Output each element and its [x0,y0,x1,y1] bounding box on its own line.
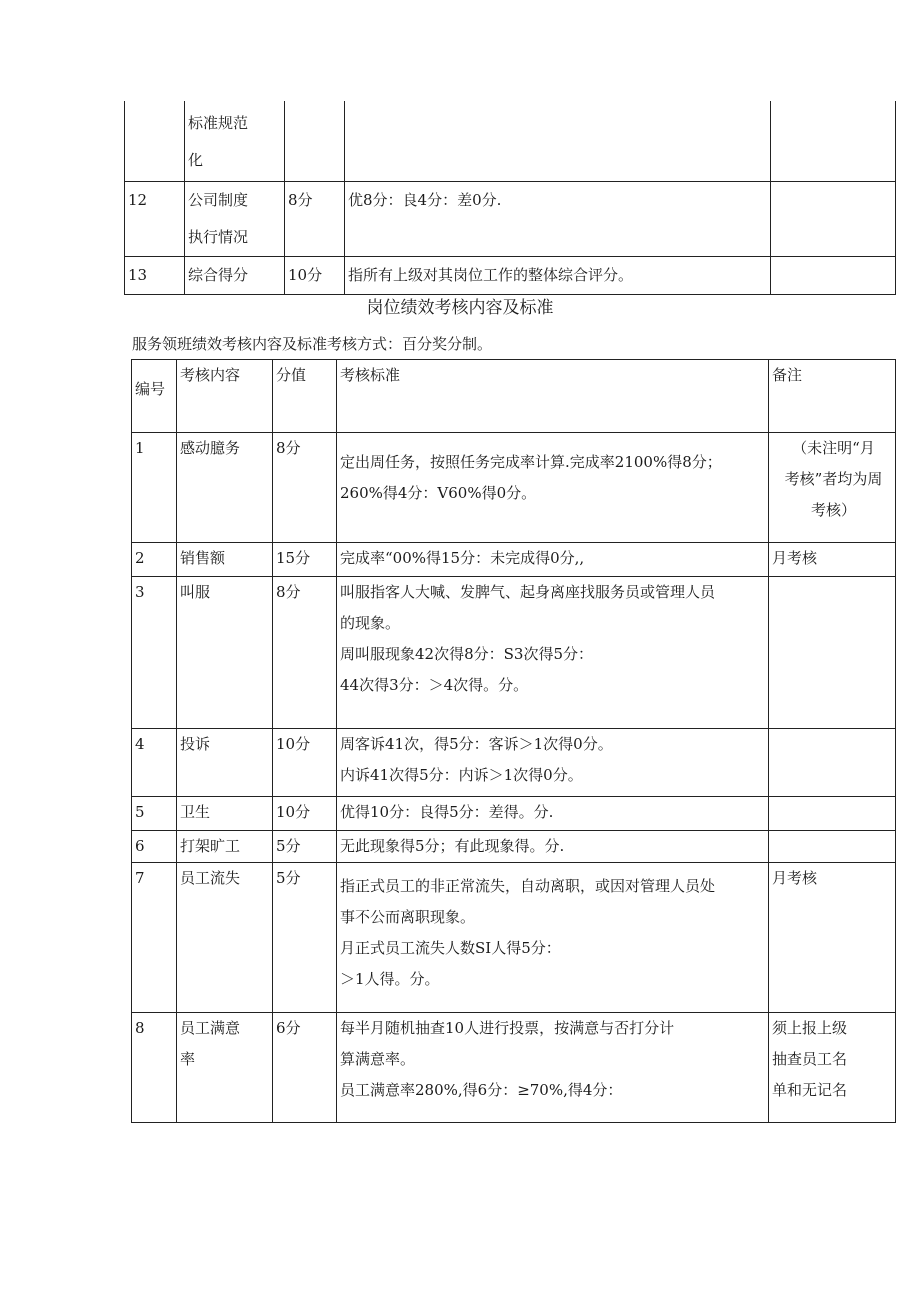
table-row [132,863,896,1013]
row-remark [769,543,896,577]
row-number: 7 [132,863,177,1013]
row-item-line: 叫服 [180,583,211,601]
table-row [132,729,896,797]
row-remark [769,729,896,797]
row-remark-line: 月考核 [772,869,818,887]
row-item-line: 投诉 [180,735,211,753]
row-number: 12 [125,181,185,256]
row-standard-line: 算满意率。 [340,1050,416,1068]
row-score: 5分 [273,863,337,1013]
table-row [132,577,896,729]
header-row [132,360,896,433]
row-number: 13 [125,256,185,294]
row-score: 5分 [273,831,337,863]
row-item [177,863,273,1013]
row-item-line: 化 [188,151,204,169]
row-standard-line: 指正式员工的非正常流失，自动离职，或因对管理人员处 [340,877,716,895]
row-remark-line: 单和无记名 [772,1081,848,1099]
row-item-line: 打架旷工 [180,837,241,855]
row-item [185,256,285,294]
row-score: 10分 [285,256,345,294]
row-item-line: 感动臆务 [180,439,241,457]
row-standard [345,101,771,181]
row-item-line: 公司制度 [188,190,249,209]
row-standard-line: 的现象。 [340,614,401,632]
table-row [132,797,896,831]
row-remark-line: 抽查员工名 [772,1050,848,1068]
row-remark [769,831,896,863]
row-remark-line: 月考核 [772,549,818,567]
row-remark [769,863,896,1013]
row-item [177,543,273,577]
row-standard-line: 每半月随机抽查10人进行投票，按满意与否打分计 [340,1019,675,1037]
row-score: 10分 [273,729,337,797]
row-standard-line: 优8分：良4分：差0分. [348,190,502,209]
row-number [125,101,185,181]
page-title: 岗位绩效考核内容及标准 [366,298,554,318]
row-remark [771,256,896,294]
row-remark-line: 考核） [810,501,856,519]
row-item [177,831,273,863]
row-item [177,729,273,797]
row-item [185,101,285,181]
header-no: 编号 [132,360,177,433]
row-standard-line: 事不公而离职现象。 [340,908,476,926]
row-remark [769,577,896,729]
row-standard-line: 优得10分：良得5分：差得。分. [340,803,554,821]
row-standard-line: 完成率“00%得15分：未完成得0分,, [340,549,585,567]
header-item: 考核内容 [177,360,273,433]
row-remark [771,101,896,181]
header-score: 分值 [273,360,337,433]
row-standard [337,577,769,729]
row-score: 6分 [273,1013,337,1123]
row-item-line: 员工流失 [180,869,241,887]
table-row [132,433,896,543]
row-number: 6 [132,831,177,863]
main-table [131,359,896,1123]
row-score: 8分 [285,181,345,256]
row-score [285,101,345,181]
row-standard-line: 周客诉41次，得5分：客诉＞1次得0分。 [340,735,613,753]
row-standard-line: 44次得3分：＞4次得。分。 [340,676,529,694]
row-item [185,181,285,256]
row-number: 4 [132,729,177,797]
page-subtitle: 服务领班绩效考核内容及标准考核方式：百分奖分制。 [132,335,493,353]
row-standard [337,433,769,543]
row-remark-line: （未注明“月 [792,439,875,457]
row-score: 10分 [273,797,337,831]
table-row [132,543,896,577]
row-item [177,797,273,831]
row-score: 8分 [273,433,337,543]
row-standard [337,729,769,797]
row-standard-line: 定出周任务，按照任务完成率计算.完成率2100%得8分； [340,453,722,471]
row-number: 1 [132,433,177,543]
row-item-line: 执行情况 [188,227,249,246]
row-score: 15分 [273,543,337,577]
row-item-line: 综合得分 [188,265,249,284]
row-standard-line: 指所有上级对其岗位工作的整体综合评分。 [348,265,634,284]
row-remark-line: 考核”者均为周 [784,470,883,488]
top-table [124,101,896,295]
table-row [125,101,896,181]
row-standard-line: 月正式员工流失人数SI人得5分： [340,939,561,957]
table-row [125,256,896,294]
row-standard-line: 260%得4分：V60%得0分。 [340,484,537,502]
row-item-line: 率 [180,1050,196,1068]
table-row [132,831,896,863]
row-standard-line: 周叫服现象42次得8分：S3次得5分： [340,645,593,663]
row-standard [345,256,771,294]
row-standard [337,831,769,863]
header-standard: 考核标准 [337,360,769,433]
row-item [177,433,273,543]
row-item-line: 员工满意 [180,1019,241,1037]
row-item-line: 标准规范 [188,114,249,132]
row-standard [337,797,769,831]
row-standard-line: 员工满意率280%,得6分：≥70%,得4分： [340,1081,623,1099]
row-remark [769,1013,896,1123]
row-number: 8 [132,1013,177,1123]
table-row [132,1013,896,1123]
row-remark-line: 须上报上级 [772,1019,848,1037]
row-number: 3 [132,577,177,729]
row-item [177,1013,273,1123]
row-standard [337,543,769,577]
row-remark [769,797,896,831]
row-score: 8分 [273,577,337,729]
row-standard [337,863,769,1013]
table-row [125,181,896,256]
row-standard [337,1013,769,1123]
row-standard-line: ＞1人得。分。 [340,970,440,988]
row-remark [769,433,896,543]
row-number: 2 [132,543,177,577]
row-item-line: 卫生 [180,803,211,821]
row-standard-line: 叫服指客人大喊、发脾气、起身离座找服务员或管理人员 [340,583,716,601]
row-standard [345,181,771,256]
header-remark: 备注 [769,360,896,433]
row-item [177,577,273,729]
row-item-line: 销售额 [180,549,226,567]
row-standard-line: 内诉41次得5分：内诉＞1次得0分。 [340,766,583,784]
row-standard-line: 无此现象得5分；有此现象得。分. [340,837,565,855]
row-remark [771,181,896,256]
row-number: 5 [132,797,177,831]
